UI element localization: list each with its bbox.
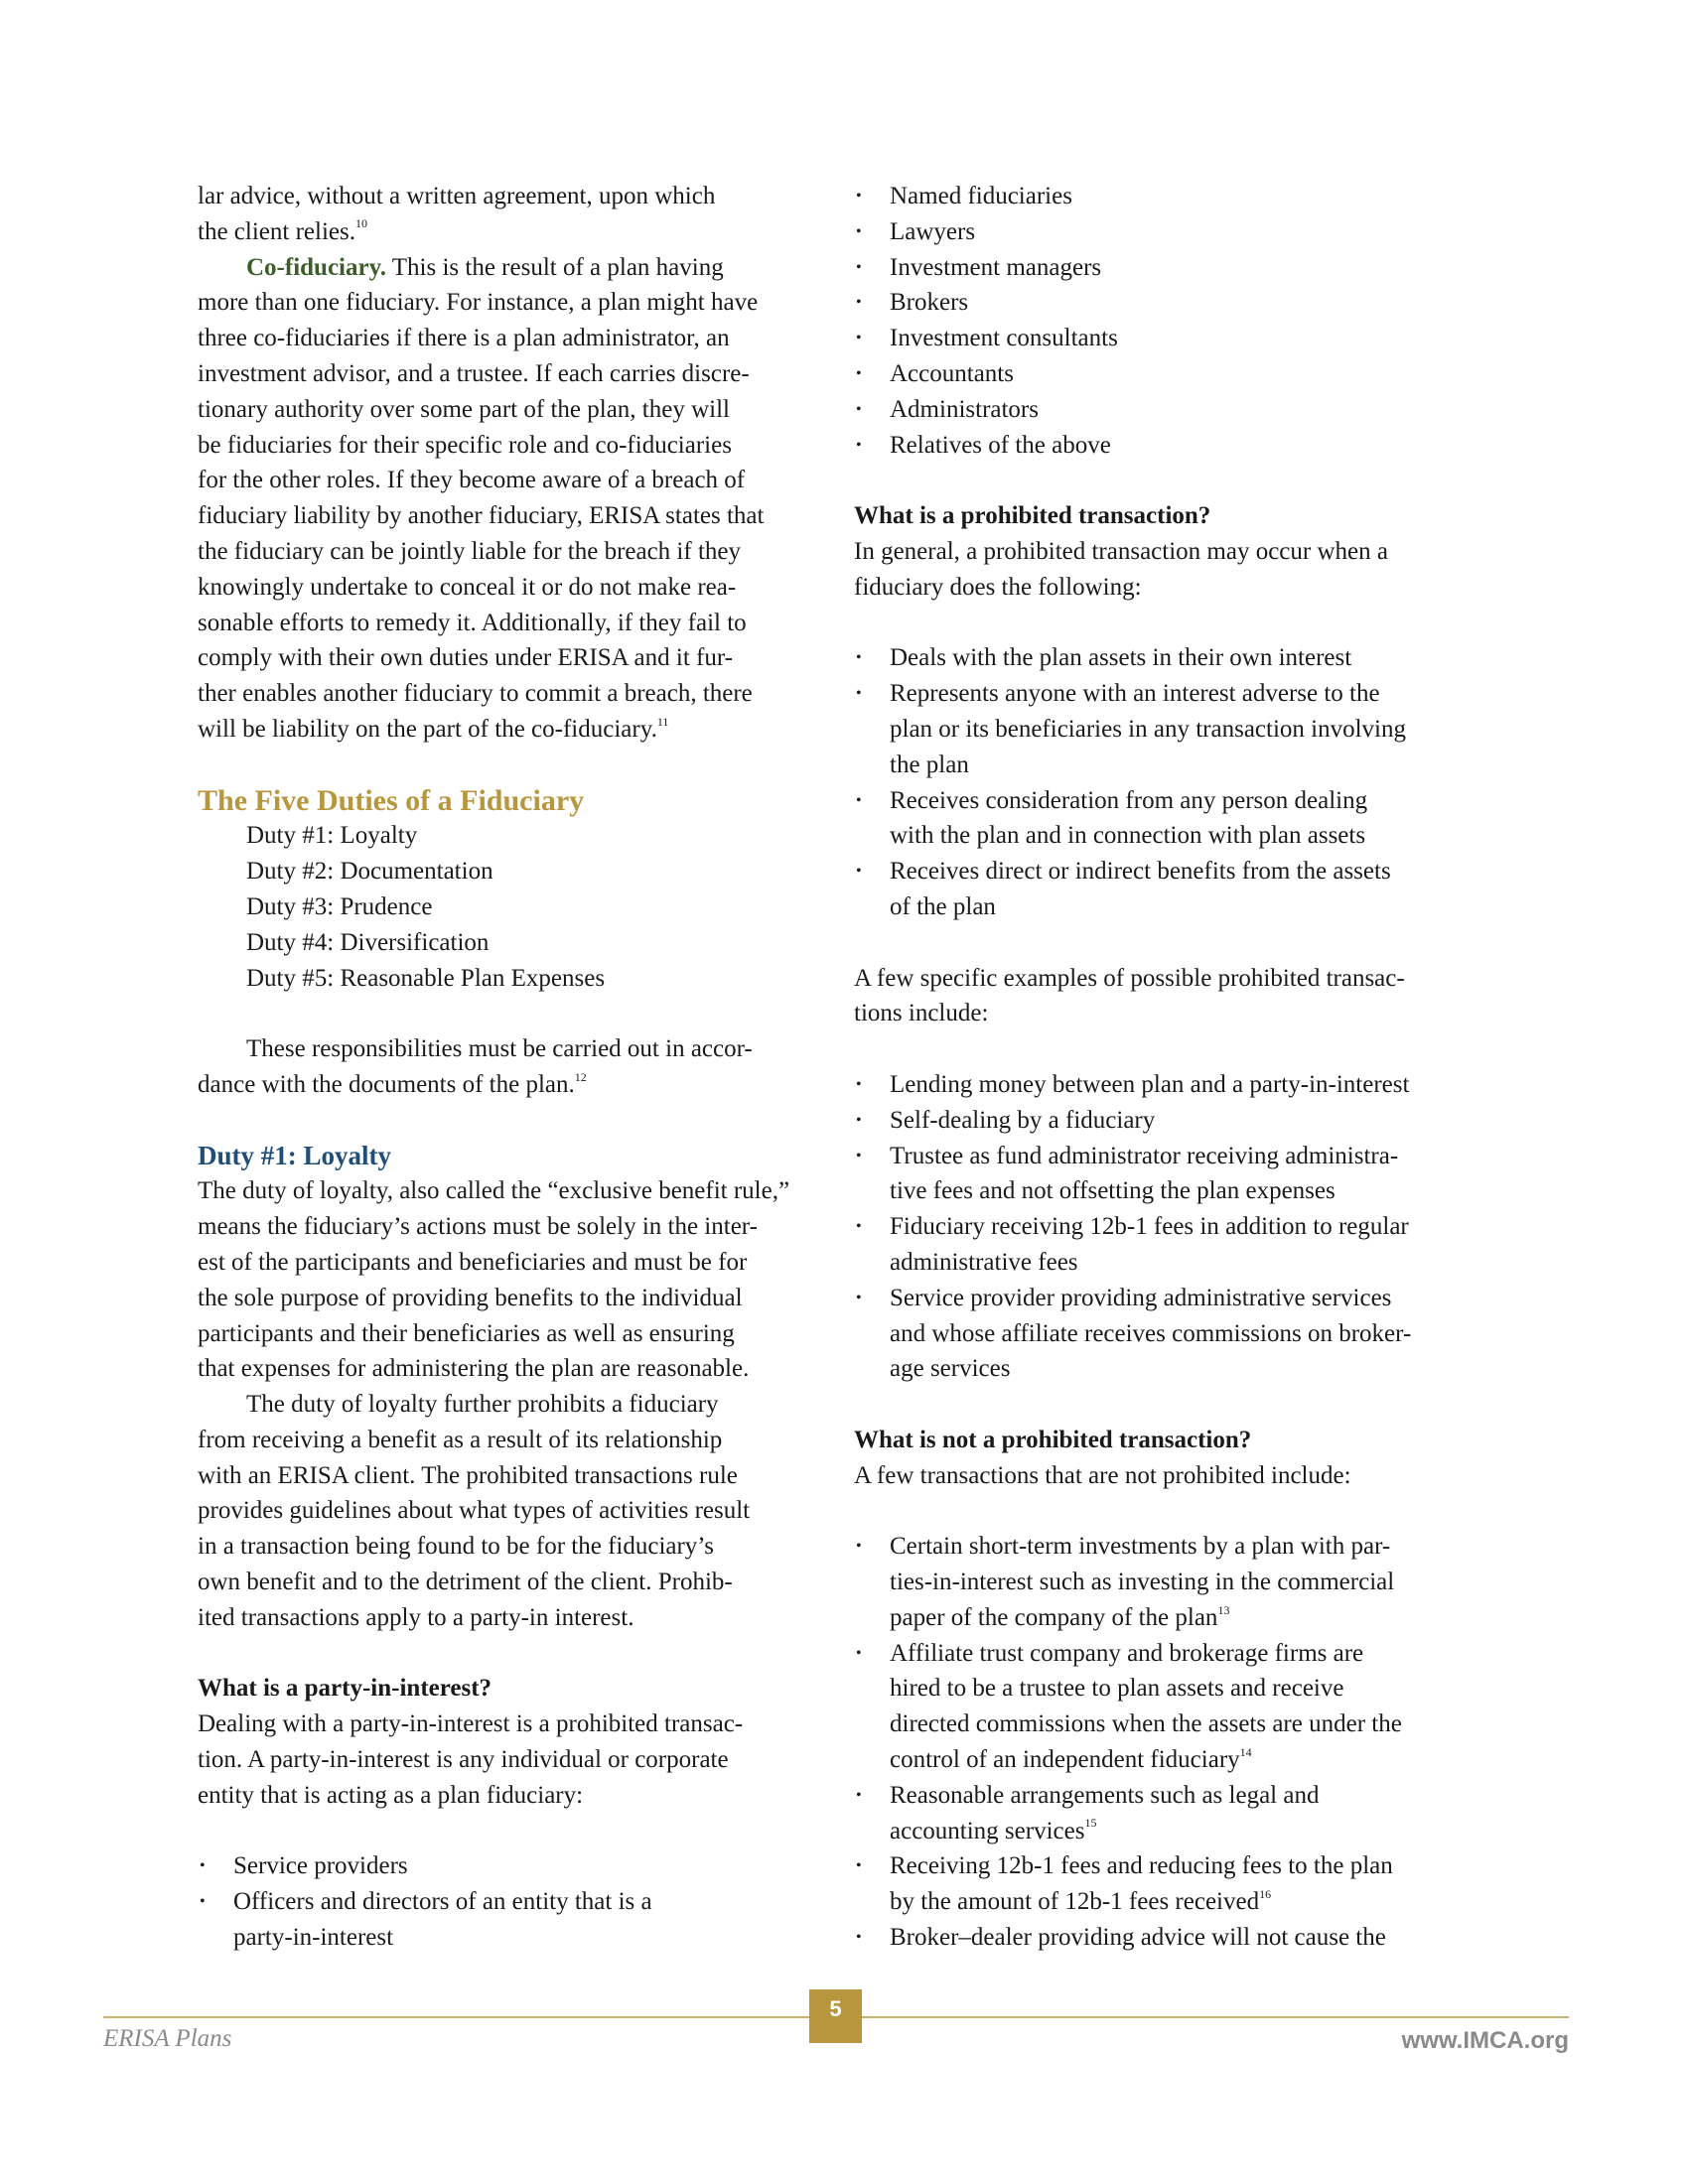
line-text: Certain short-term investments by a plan with par- (890, 1533, 1391, 1561)
line-text: Investment consultants (890, 325, 1118, 352)
line-text: administrative fees (890, 1248, 1078, 1276)
line-text: entity that is acting as a plan fiduciary: (198, 1781, 584, 1809)
bullet-item (854, 285, 1499, 321)
bullet-continuation (854, 748, 1499, 783)
line-text: means the fiduciary’s actions must be solely in the inter- (198, 1213, 758, 1241)
line-text: Duty #1: Loyalty (246, 822, 418, 850)
line-text: sonable efforts to remedy it. Additionally, if they fail to (198, 609, 747, 636)
line-text: Duty #3: Prudence (246, 892, 433, 920)
text-line-indented (198, 1387, 843, 1423)
spacer (854, 1031, 1499, 1067)
line-text: provides guidelines about what types of activities result (198, 1497, 751, 1525)
line-text: by the amount of 12b-1 fees received (890, 1888, 1260, 1916)
spacer (854, 463, 1499, 498)
bullet-item (854, 1103, 1499, 1139)
text-line (854, 996, 1499, 1031)
bullet-continuation (854, 1742, 1499, 1778)
bullet-continuation (198, 1920, 843, 1956)
question-heading (854, 1423, 1499, 1458)
footnote-ref: 11 (656, 714, 669, 729)
bullet-item (854, 1636, 1499, 1672)
text-line (198, 1493, 843, 1529)
line-text: participants and their beneficiaries as well as ensuring (198, 1319, 735, 1347)
spacer (854, 606, 1499, 641)
line-text: Brokers (890, 289, 969, 317)
bullet-continuation (854, 1316, 1499, 1352)
bullet-item (854, 214, 1499, 250)
bullet-continuation (854, 818, 1499, 854)
bullet-item (854, 250, 1499, 286)
line-text: the sole purpose of providing benefits to the individual (198, 1284, 743, 1311)
lead-term: Co-fiduciary. (246, 253, 386, 281)
line-text: Named fiduciaries (890, 183, 1072, 209)
line-text: comply with their own duties under ERISA and it fur- (198, 644, 734, 672)
line-text: Trustee as fund administrator receiving administra- (890, 1142, 1399, 1169)
text-line (198, 1351, 843, 1387)
line-text: the client relies. (198, 217, 355, 245)
line-text: tive fees and not offsetting the plan expenses (890, 1177, 1336, 1205)
text-line (198, 1209, 843, 1245)
line-text: with the plan and in connection with plan assets (890, 822, 1366, 850)
bullet-item (854, 783, 1499, 819)
spacer (198, 748, 843, 783)
bullet-icon: • (856, 685, 862, 703)
bullet-icon: • (856, 222, 862, 240)
line-text: tions include: (854, 1000, 989, 1027)
line-text: with an ERISA client. The prohibited transactions rule (198, 1461, 738, 1489)
text-line (198, 534, 843, 570)
line-text: tionary authority over some part of the plan, they will (198, 395, 730, 423)
text-line (198, 676, 843, 712)
bullet-icon: • (856, 400, 862, 418)
text-line (198, 1316, 843, 1352)
line-text: ties-in-interest such as investing in the commercial (890, 1569, 1395, 1596)
text-line (198, 606, 843, 641)
text-line (198, 285, 843, 321)
line-text: These responsibilities must be carried out in accor- (246, 1035, 753, 1063)
line-text: knowingly undertake to conceal it or do not make rea- (198, 573, 737, 601)
bullet-item (854, 428, 1499, 464)
bullet-continuation (854, 1600, 1499, 1636)
line-text: This is the result of a plan having (385, 253, 724, 281)
bullet-item (854, 640, 1499, 676)
bullet-continuation (854, 1245, 1499, 1281)
line-text: from receiving a benefit as a result of its relationship (198, 1426, 723, 1453)
text-line (198, 463, 843, 498)
line-text: the plan (890, 751, 969, 778)
line-text: Dealing with a party-in-interest is a prohibited transac- (198, 1710, 744, 1738)
line-text: Investment managers (890, 253, 1102, 281)
line-text: investment advisor, and a trustee. If each carries discre- (198, 359, 750, 387)
bullet-item (854, 179, 1499, 214)
line-text: directed commissions when the assets are under the (890, 1710, 1402, 1738)
text-line (854, 1458, 1499, 1494)
line-text: age services (890, 1355, 1011, 1383)
line-text: What is a prohibited transaction? (854, 502, 1211, 530)
text-line (198, 498, 843, 534)
bullet-icon: • (856, 649, 862, 667)
text-line (198, 712, 843, 748)
spacer (854, 1493, 1499, 1529)
bullet-icon: • (856, 436, 862, 454)
line-text: In general, a prohibited transaction may occur when a (854, 537, 1388, 565)
text-line-indented (198, 854, 843, 889)
line-text: for the other roles. If they become aware of a breach of (198, 467, 746, 494)
line-text: lar advice, without a written agreement, upon which (198, 183, 716, 209)
text-line-indented (198, 250, 843, 286)
text-line (198, 356, 843, 392)
text-line-indented (198, 961, 843, 997)
line-text: Accountants (890, 359, 1014, 387)
line-text: Deals with the plan assets in their own interest (890, 644, 1352, 672)
text-line (198, 1281, 843, 1316)
line-text: What is not a prohibited transaction? (854, 1426, 1252, 1453)
footer-website: www.IMCA.org (1401, 2027, 1569, 2054)
text-line-indented (198, 925, 843, 961)
bullet-item (854, 1920, 1499, 1956)
right-column (854, 179, 1499, 1956)
bullet-icon: • (856, 1147, 862, 1164)
line-text: Represents anyone with an interest adverse to the (890, 680, 1380, 708)
line-text: fiduciary does the following: (854, 573, 1142, 601)
line-text: Duty #1: Loyalty (198, 1140, 391, 1170)
line-text: paper of the company of the plan (890, 1603, 1218, 1631)
line-text: party-in-interest (233, 1924, 394, 1952)
bullet-icon: • (856, 330, 862, 347)
line-text: own benefit and to the detriment of the client. Prohib- (198, 1569, 733, 1596)
footnote-ref: 12 (574, 1069, 587, 1084)
text-line (198, 1742, 843, 1778)
line-text: A few transactions that are not prohibited include: (854, 1461, 1351, 1489)
line-text: that expenses for administering the plan are reasonable. (198, 1355, 750, 1383)
bullet-continuation (854, 1706, 1499, 1742)
question-heading (854, 498, 1499, 534)
line-text: be fiduciaries for their specific role and co-fiduciaries (198, 431, 732, 459)
bullet-item (854, 392, 1499, 428)
line-text: Officers and directors of an entity that is a (233, 1888, 652, 1916)
bullet-item (854, 676, 1499, 712)
line-text: The duty of loyalty further prohibits a fiduciary (246, 1391, 719, 1419)
line-text: Receiving 12b-1 fees and reducing fees to the plan (890, 1852, 1393, 1880)
text-line (198, 179, 843, 214)
text-line (198, 1565, 843, 1600)
line-text: Duty #4: Diversification (246, 928, 490, 956)
spacer (198, 1103, 843, 1139)
bullet-icon: • (200, 1857, 206, 1875)
line-text: Duty #2: Documentation (246, 858, 493, 886)
line-text: and whose affiliate receives commissions on broker- (890, 1319, 1412, 1347)
line-text: Self-dealing by a fiduciary (890, 1106, 1156, 1134)
line-text: A few specific examples of possible prohibited transac- (854, 964, 1405, 992)
text-line (198, 1458, 843, 1494)
bullet-icon: • (856, 294, 862, 312)
text-line (198, 392, 843, 428)
bullet-continuation (854, 1671, 1499, 1706)
bullet-item (854, 1067, 1499, 1103)
page-number: 5 (809, 1989, 862, 2043)
line-text: tion. A party-in-interest is any individual or corporate (198, 1746, 729, 1774)
line-text: fiduciary liability by another fiduciary, ERISA states that (198, 502, 765, 530)
text-line (854, 961, 1499, 997)
bullet-icon: • (856, 1929, 862, 1947)
line-text: What is a party-in-interest? (198, 1675, 492, 1703)
line-text: hired to be a trustee to plan assets and receive (890, 1675, 1344, 1703)
line-text: The Five Duties of a Fiduciary (198, 783, 585, 817)
bullet-item (854, 1281, 1499, 1316)
bullet-icon: • (856, 1538, 862, 1556)
footnote-ref: 14 (1239, 1744, 1252, 1759)
line-text: Relatives of the above (890, 431, 1111, 459)
line-text: Reasonable arrangements such as legal and (890, 1781, 1320, 1809)
footer-title: ERISA Plans (103, 2025, 232, 2052)
text-line-indented (198, 1031, 843, 1067)
line-text: accounting services (890, 1817, 1085, 1844)
footnote-ref: 15 (1084, 1816, 1097, 1831)
text-line-indented (198, 818, 843, 854)
bullet-item (198, 1848, 843, 1884)
bullet-continuation (854, 1884, 1499, 1920)
text-line (198, 1529, 843, 1565)
text-line (198, 214, 843, 250)
text-line (198, 1173, 843, 1209)
line-text: the fiduciary can be jointly liable for the breach if they (198, 537, 741, 565)
line-text: Lawyers (890, 217, 976, 245)
text-line (198, 570, 843, 606)
bullet-icon: • (856, 258, 862, 276)
line-text: Service providers (233, 1852, 408, 1880)
line-text: Affiliate trust company and brokerage firms are (890, 1639, 1364, 1667)
text-line (198, 640, 843, 676)
bullet-icon: • (856, 364, 862, 382)
line-text: Service provider providing administrative services (890, 1284, 1392, 1311)
text-line (198, 1778, 843, 1814)
bullet-icon: • (856, 791, 862, 809)
spacer (198, 1636, 843, 1672)
bullet-icon: • (856, 1786, 862, 1804)
bullet-icon: • (856, 1218, 862, 1236)
line-text: Lending money between plan and a party-in-interest (890, 1070, 1410, 1098)
line-text: Fiduciary receiving 12b-1 fees in addition to regular (890, 1213, 1409, 1241)
spacer (854, 925, 1499, 961)
text-line (198, 1423, 843, 1458)
line-text: est of the participants and beneficiaries and must be for (198, 1248, 748, 1276)
bullet-item (198, 1884, 843, 1920)
bullet-continuation (854, 1351, 1499, 1387)
line-text: Administrators (890, 395, 1039, 423)
line-text: will be liability on the part of the co-fiduciary. (198, 715, 657, 743)
line-text: ited transactions apply to a party-in interest. (198, 1603, 634, 1631)
bullet-icon: • (856, 1289, 862, 1306)
line-text: The duty of loyalty, also called the “exclusive benefit rule,” (198, 1177, 790, 1205)
question-heading (198, 1671, 843, 1706)
bullet-icon: • (856, 863, 862, 881)
line-text: of the plan (890, 892, 996, 920)
bullet-item (854, 1529, 1499, 1565)
spacer (854, 1387, 1499, 1423)
bullet-item (854, 321, 1499, 356)
footnote-ref: 13 (1217, 1602, 1230, 1617)
footnote-ref: 16 (1259, 1886, 1272, 1901)
bullet-continuation (854, 712, 1499, 748)
line-text: Receives direct or indirect benefits from the assets (890, 858, 1391, 886)
bullet-icon: • (856, 1644, 862, 1662)
spacer (198, 1814, 843, 1849)
bullet-item (854, 1778, 1499, 1814)
bullet-icon: • (200, 1893, 206, 1911)
text-line (854, 570, 1499, 606)
line-text: in a transaction being found to be for the fiduciary’s (198, 1533, 714, 1561)
footnote-ref: 10 (354, 216, 367, 231)
bullet-continuation (854, 1173, 1499, 1209)
left-column (198, 179, 843, 1956)
text-line-indented (198, 889, 843, 925)
text-line (198, 1245, 843, 1281)
bullet-continuation (854, 1565, 1499, 1600)
text-line (198, 1600, 843, 1636)
bullet-icon: • (856, 1857, 862, 1875)
line-text: Broker–dealer providing advice will not cause the (890, 1924, 1386, 1952)
line-text: dance with the documents of the plan. (198, 1070, 575, 1098)
line-text: more than one fiduciary. For instance, a plan might have (198, 289, 759, 317)
bullet-icon: • (856, 188, 862, 205)
bullet-icon: • (856, 1111, 862, 1129)
bullet-item (854, 1848, 1499, 1884)
text-line (198, 1706, 843, 1742)
line-text: Receives consideration from any person dealing (890, 786, 1368, 814)
subsection-heading (198, 1139, 843, 1174)
bullet-item (854, 854, 1499, 889)
line-text: ther enables another fiduciary to commit a breach, there (198, 680, 753, 708)
line-text: Duty #5: Reasonable Plan Expenses (246, 964, 606, 992)
bullet-item (854, 1139, 1499, 1174)
line-text: three co-fiduciaries if there is a plan administrator, an (198, 325, 730, 352)
line-text: control of an independent fiduciary (890, 1746, 1240, 1774)
bullet-item (854, 1209, 1499, 1245)
text-line (198, 1067, 843, 1103)
bullet-item (854, 356, 1499, 392)
bullet-icon: • (856, 1075, 862, 1093)
text-line (198, 321, 843, 356)
bullet-continuation (854, 889, 1499, 925)
text-line (854, 534, 1499, 570)
section-heading (198, 783, 843, 819)
bullet-continuation (854, 1814, 1499, 1849)
spacer (198, 996, 843, 1031)
text-line (198, 428, 843, 464)
line-text: plan or its beneficiaries in any transaction involving (890, 715, 1406, 743)
